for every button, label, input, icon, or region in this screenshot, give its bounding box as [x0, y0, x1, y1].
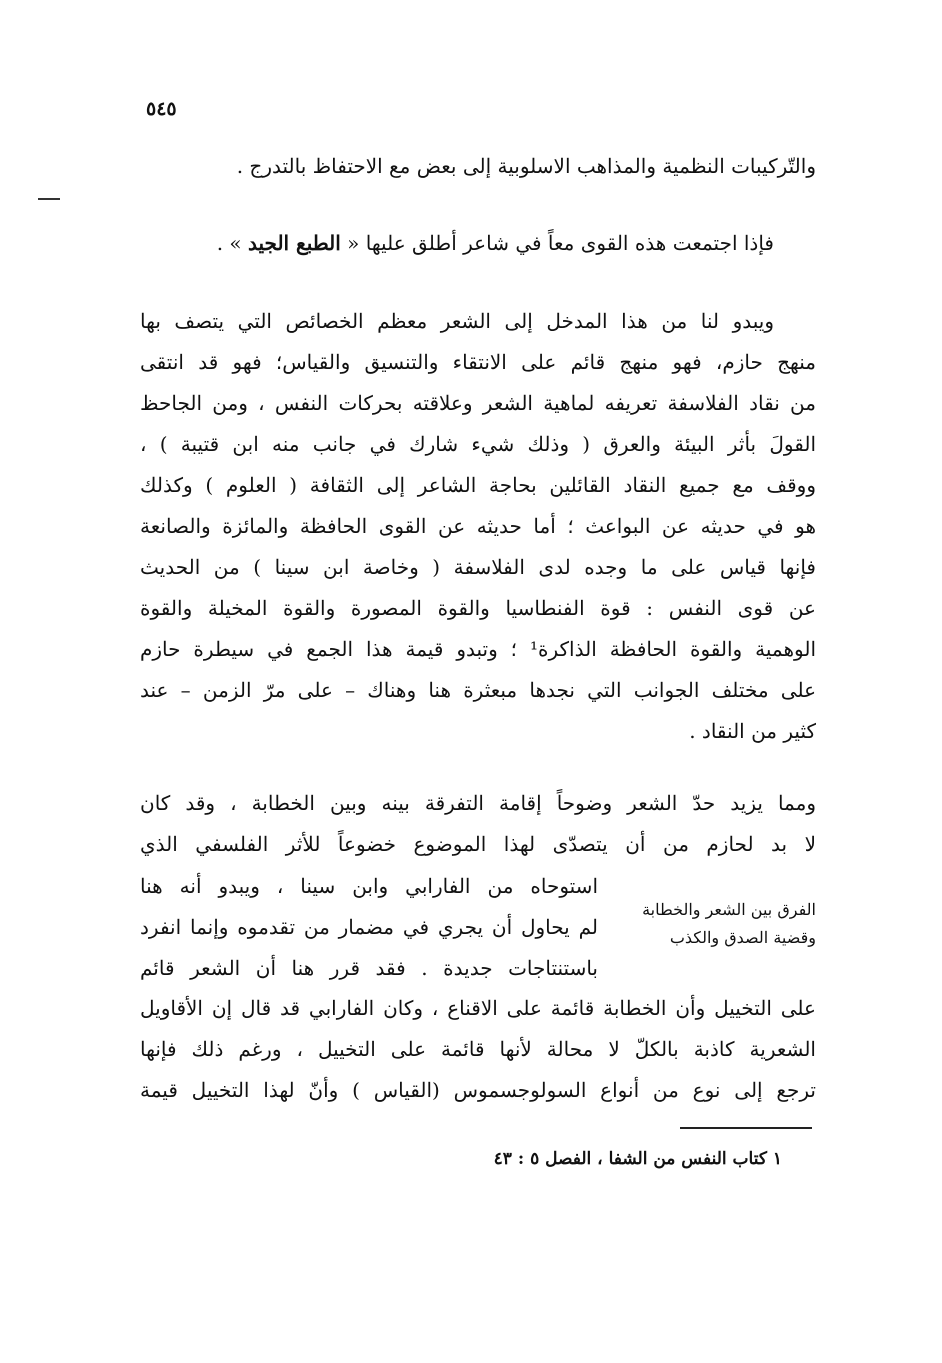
- margin-note-line: الفرق بين الشعر والخطابة: [642, 900, 816, 919]
- text-line: ومما يزيد حدّ الشعر وضوحاً إقامة التفرقة بينه وبين الخطابة ، وقد كان: [140, 791, 816, 815]
- text-line: [140, 223, 774, 264]
- margin-mark: [38, 198, 60, 200]
- text-line: من نقاد الفلاسفة تعريفه لماهية الشعر وعلاقته بحركات النفس ، ومن الجاحظ: [140, 391, 816, 415]
- margin-note: [626, 896, 816, 952]
- text-line: ويبدو لنا من هذا المدخل إلى الشعر معظم الخصائص التي يتصف بها: [140, 309, 774, 333]
- text-line: لم يحاول أن يجري في مضمار من تقدموه وإنما انفرد: [140, 915, 598, 939]
- text-line: على التخييل وأن الخطابة قائمة على الاقناع ، وكان الفارابي قد قال إن الأقاويل: [140, 996, 816, 1020]
- text-line: استوحاه من الفارابي وابن سينا ، ويبدو أنه هنا: [140, 874, 598, 898]
- paragraph-1: [140, 146, 816, 187]
- text-line: والتّركيبات النظمية والمذاهب الاسلوبية إلى بعض مع الاحتفاظ بالتدرج .: [236, 154, 816, 178]
- text-line: الوهمية والقوة الحافظة الذاكرة¹ ؛ وتبدو قيمة هذا الجمع في سيطرة حازم: [140, 637, 816, 661]
- text-line: عن قوى النفس : قوة الفنطاسيا والقوة المصورة والقوة المخيلة والقوة: [140, 596, 816, 620]
- text-line: القولَ بأثر البيئة والعرق ( وذلك شيء شارك في جانب منه ابن قتيبة ) ،: [140, 432, 816, 456]
- footnote-separator: [680, 1127, 812, 1129]
- text-line: الشعرية كاذبة بالكلّ لا محالة لأنها قائمة على التخييل ، ورغم ذلك فإنها: [140, 1037, 816, 1061]
- text-line: ترجع إلى نوع من أنواع السولوجسموس (القياس ) وأنّ لهذا التخييل قيمة: [140, 1078, 816, 1102]
- footnote: ١ كتاب النفس من الشفا ، الفصل ٥ : ٤٣: [493, 1149, 782, 1169]
- bold-term: الطبع الجيد: [248, 231, 341, 255]
- paragraph-4-start: [140, 783, 816, 865]
- text-line: فإنها قياس على ما وجده لدى الفلاسفة ( وخاصة ابن سينا ) من الحديث: [140, 555, 816, 579]
- text-line: كثير من النقاد .: [689, 719, 816, 743]
- text-line: هو في حديثه عن البواعث ؛ أما حديثه عن القوى الحافظة والمائزة والصانعة: [140, 514, 816, 538]
- margin-note-line: وقضية الصدق والكذب: [669, 928, 816, 947]
- text-line: لا بد لحازم من أن يتصدّى لهذا الموضوع خضوعاً للأثر الفلسفي الذي: [140, 832, 816, 856]
- paragraph-4-continued: [140, 988, 816, 1111]
- paragraph-with-margin-note: [140, 866, 816, 988]
- text-segment: » .: [216, 231, 248, 255]
- text-segment: فإذا اجتمعت هذه القوى معاً في شاعر أطلق عليها «: [340, 231, 774, 255]
- page-number: ٥٤٥: [146, 98, 177, 120]
- text-line: باستنتاجات جديدة . فقد قرر هنا أن الشعر قائم: [140, 956, 598, 980]
- narrow-text-column: [140, 866, 598, 989]
- paragraph-2: [140, 223, 816, 264]
- text-line: منهج حازم، فهو منهج قائم على الانتقاء والتنسيق والقياس؛ فهو قد انتقى: [140, 350, 816, 374]
- text-line: على مختلف الجوانب التي نجدها مبعثرة هنا وهناك – على مرّ الزمن – عند: [140, 678, 816, 702]
- paragraph-3: [140, 301, 816, 752]
- text-line: ووقف مع جميع النقاد القائلين بحاجة الشاعر إلى الثقافة ( العلوم ) وكذلك: [140, 473, 816, 497]
